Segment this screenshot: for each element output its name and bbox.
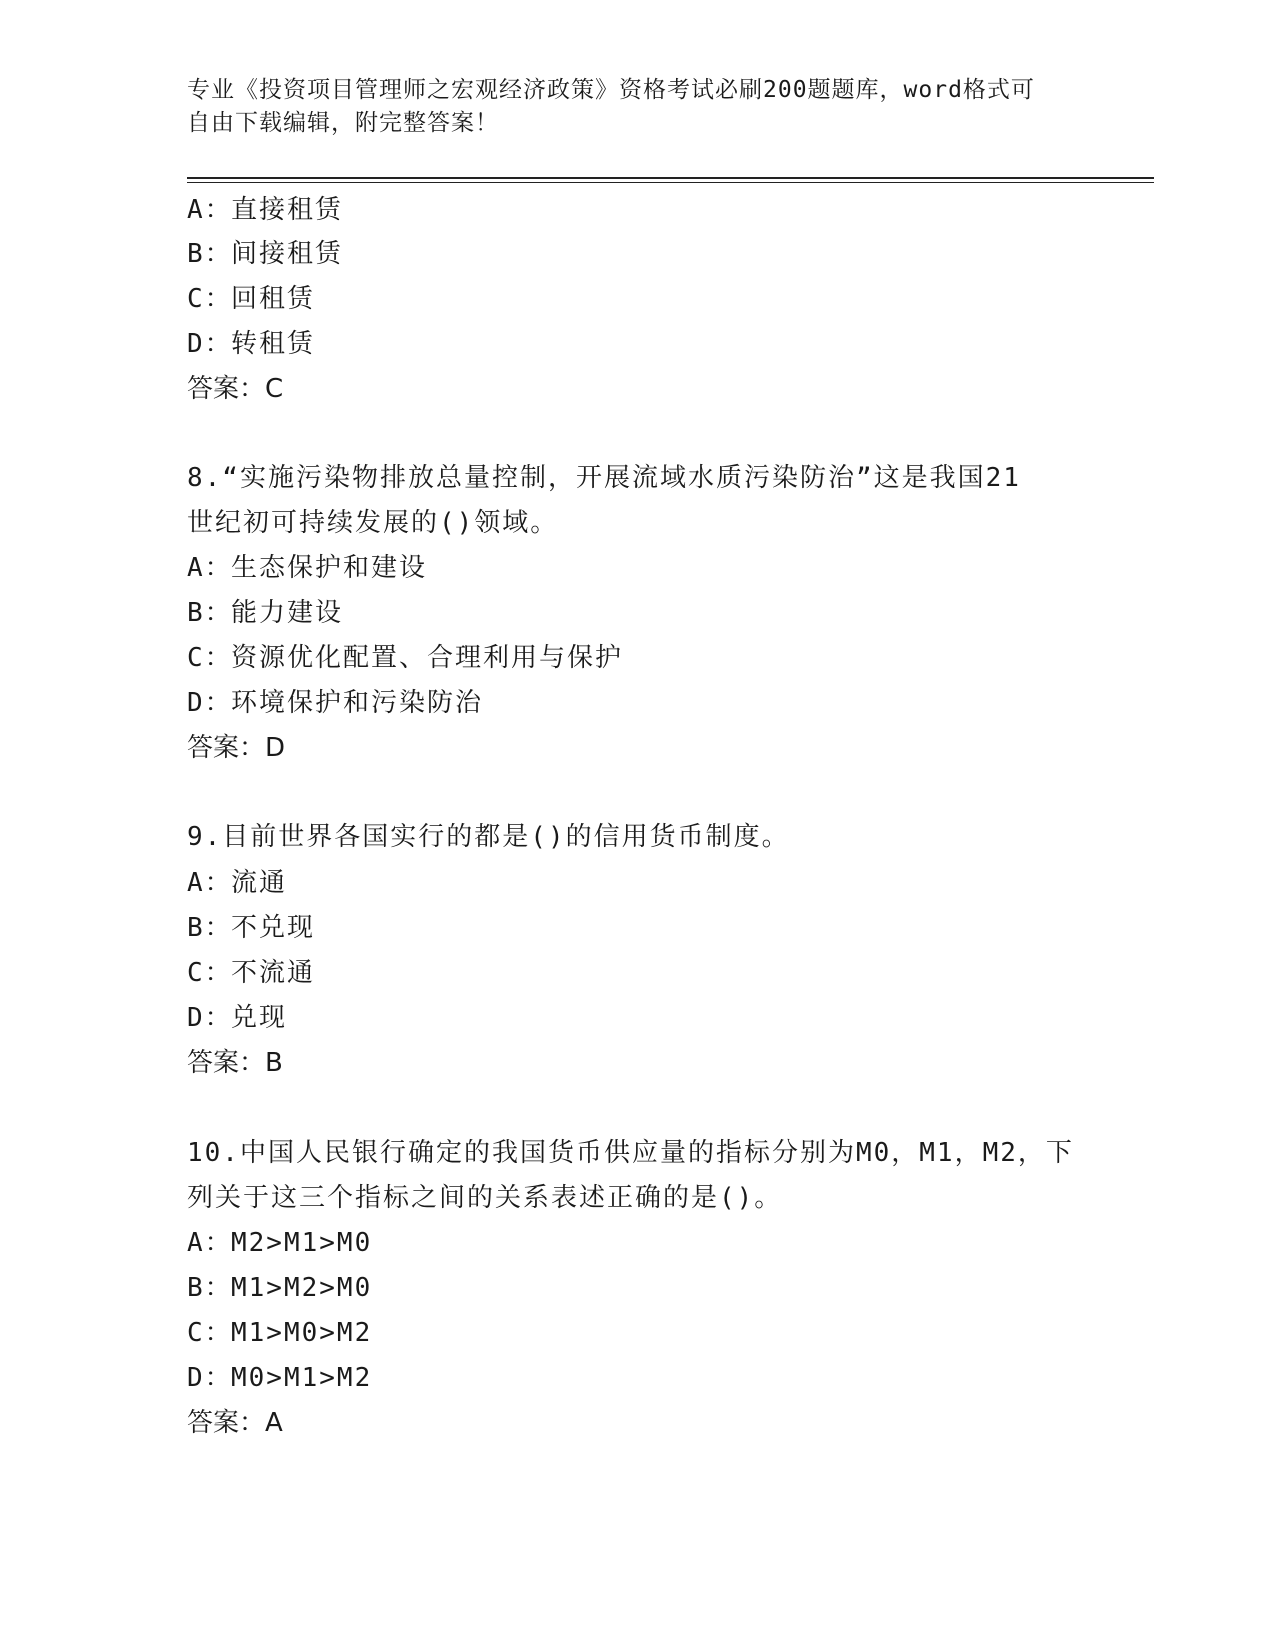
q9-option-c: C：不流通 xyxy=(187,958,316,988)
q9-option-d: D：兑现 xyxy=(187,1003,288,1033)
q9-option-b: B：不兑现 xyxy=(187,913,316,943)
document-header xyxy=(187,74,1067,140)
q10-option-d: D：M0>M1>M2 xyxy=(187,1363,373,1393)
q7-option-d: D：转租赁 xyxy=(187,329,316,359)
q9-stem-line-1: 9.目前世界各国实行的都是()的信用货币制度。 xyxy=(187,822,790,852)
header-rule-thin xyxy=(187,182,1154,183)
q10-option-c: C：M1>M0>M2 xyxy=(187,1318,373,1348)
q7-option-b: B：间接租赁 xyxy=(187,239,344,269)
q9-answer: 答案：B xyxy=(187,1048,283,1078)
q8-option-a: A：生态保护和建设 xyxy=(187,553,428,583)
q8-stem-line-2: 世纪初可持续发展的()领域。 xyxy=(187,508,559,538)
q8-answer: 答案：D xyxy=(187,733,286,763)
q10-option-a: A：M2>M1>M0 xyxy=(187,1228,373,1258)
q10-answer: 答案：A xyxy=(187,1408,283,1438)
q8-option-d: D：环境保护和污染防治 xyxy=(187,688,484,718)
q9-option-a: A：流通 xyxy=(187,868,288,898)
q8-option-b: B：能力建设 xyxy=(187,598,344,628)
header-line-2: 自由下载编辑，附完整答案！ xyxy=(187,110,499,136)
q10-stem-line-1: 10.中国人民银行确定的我国货币供应量的指标分别为M0，M1，M2，下 xyxy=(187,1138,1074,1168)
q7-option-a: A：直接租赁 xyxy=(187,195,344,225)
q7-option-c: C：回租赁 xyxy=(187,284,316,314)
q10-option-b: B：M1>M2>M0 xyxy=(187,1273,373,1303)
header-line-1: 专业《投资项目管理师之宏观经济政策》资格考试必刷200题题库，word格式可 xyxy=(187,77,1035,103)
q8-stem-line-1: 8.“实施污染物排放总量控制，开展流域水质污染防治”这是我国21 xyxy=(187,463,1021,493)
header-rule-thick xyxy=(187,177,1154,179)
q8-option-c: C：资源优化配置、合理利用与保护 xyxy=(187,643,624,673)
q10-stem-line-2: 列关于这三个指标之间的关系表述正确的是()。 xyxy=(187,1183,783,1213)
q7-answer: 答案：C xyxy=(187,374,284,404)
